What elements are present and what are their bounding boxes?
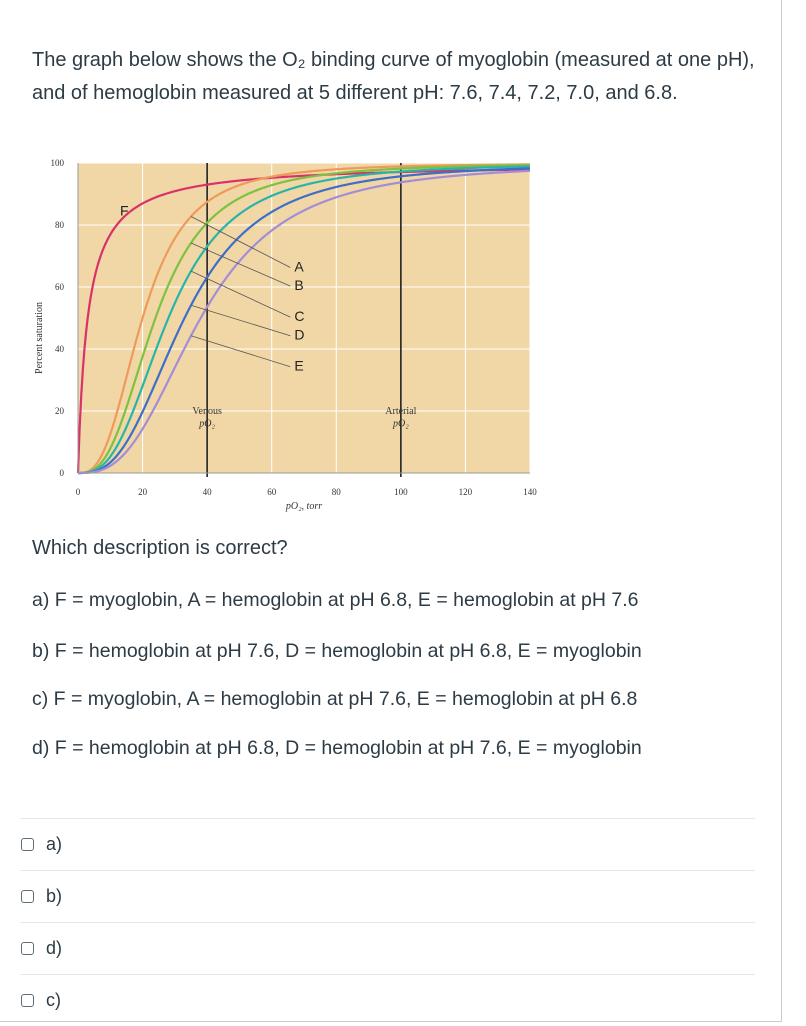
chart (30, 155, 550, 525)
answer-label: a) (46, 834, 63, 854)
answer-label: d) (46, 938, 63, 958)
y-tick-label: 60 (55, 282, 64, 292)
answer-list (20, 818, 755, 1026)
marker-label: Venous (192, 406, 222, 418)
marker-label: pO₂ (199, 418, 215, 430)
curve-label-d: D (294, 326, 305, 343)
answer-option[interactable] (20, 870, 755, 922)
answer-option[interactable] (20, 922, 755, 974)
checkbox-icon[interactable] (21, 942, 34, 955)
x-tick-label: 20 (138, 487, 148, 497)
description-a: a) F = myoglobin, A = hemoglobin at pH 6.8, E = hemoglobin at pH 7.6 (32, 589, 639, 611)
y-axis-title: Percent saturation (34, 302, 45, 374)
description-d: d) F = hemoglobin at pH 6.8, D = hemoglobin at pH 7.6, E = myoglobin (32, 737, 642, 759)
answer-label: c) (46, 990, 61, 1010)
x-axis-title: pO₂, torr (285, 501, 323, 512)
description-b: b) F = hemoglobin at pH 7.6, D = hemoglobin at pH 6.8, E = myoglobin (32, 640, 642, 662)
y-tick-label: 0 (59, 468, 64, 478)
curve-label-c: C (294, 308, 305, 325)
x-tick-label: 140 (523, 487, 537, 497)
answer-option[interactable] (20, 974, 755, 1026)
curve-label-e: E (294, 357, 304, 374)
curve-label-a: A (294, 258, 304, 275)
description-c: c) F = myoglobin, A = hemoglobin at pH 7.6, E = hemoglobin at pH 6.8 (32, 688, 638, 710)
x-tick-label: 0 (75, 487, 81, 497)
answer-option[interactable] (20, 818, 755, 870)
x-tick-label: 80 (331, 487, 341, 497)
y-tick-label: 80 (55, 220, 64, 230)
marker-label: Arterial (385, 406, 417, 418)
checkbox-icon[interactable] (21, 994, 34, 1007)
y-tick-label: 20 (55, 406, 64, 416)
oxygen-binding-chart (30, 155, 550, 525)
x-tick-label: 40 (202, 487, 212, 497)
checkbox-icon[interactable] (21, 890, 34, 903)
checkbox-icon[interactable] (21, 838, 34, 851)
curve-label-b: B (294, 277, 304, 294)
y-tick-label: 100 (50, 158, 64, 168)
x-tick-label: 100 (394, 487, 408, 497)
question-prompt: Which description is correct? (32, 537, 288, 559)
x-tick-label: 120 (458, 487, 473, 497)
x-tick-label: 60 (267, 487, 277, 497)
marker-label: pO₂ (393, 418, 409, 430)
answer-label: b) (46, 886, 63, 906)
question-text: The graph below shows the O₂ binding curve of myoglobin (measured at one pH), and of hemoglobin measured at 5 different pH: 7.6, 7.4, 7.2, 7.0, and 6.8. (32, 49, 755, 104)
y-tick-label: 40 (55, 344, 64, 354)
curve-label-f: F (119, 202, 129, 219)
